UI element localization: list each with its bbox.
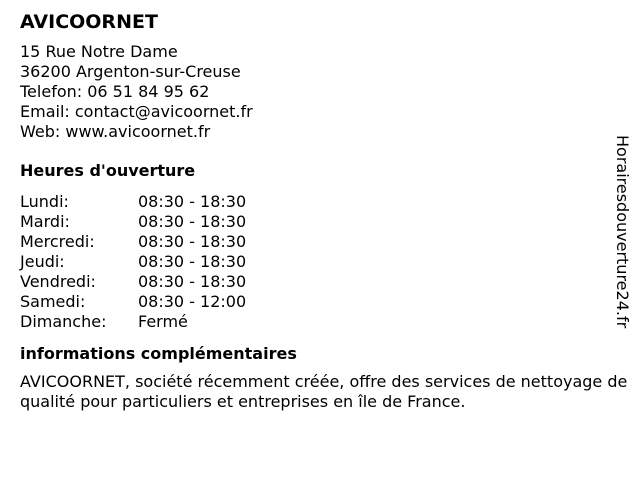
hours-day: Mercredi:	[20, 232, 95, 251]
email-line: Email: contact@avicoornet.fr	[20, 102, 253, 121]
info-description: AVICOORNET, société récemment créée, offre des services de nettoyage de qualité pour particuliers et entreprises en île de France.	[20, 372, 628, 411]
hours-day: Jeudi:	[20, 252, 65, 271]
info-heading: informations complémentaires	[20, 344, 297, 363]
hours-time: 08:30 - 18:30	[138, 232, 247, 251]
address-city: 36200 Argenton-sur-Creuse	[20, 62, 241, 81]
hours-time: 08:30 - 18:30	[138, 272, 247, 291]
hours-row-sunday	[20, 312, 610, 332]
hours-day: Dimanche:	[20, 312, 107, 331]
hours-time: 08:30 - 18:30	[138, 212, 247, 231]
web-line: Web: www.avicoornet.fr	[20, 122, 211, 141]
hours-day: Vendredi:	[20, 272, 96, 291]
hours-time: 08:30 - 18:30	[138, 252, 247, 271]
hours-row-friday	[20, 272, 610, 292]
hours-row-wednesday	[20, 232, 610, 252]
hours-time: 08:30 - 18:30	[138, 192, 247, 211]
address-street: 15 Rue Notre Dame	[20, 42, 178, 61]
hours-row-saturday	[20, 292, 610, 312]
phone-line: Telefon: 06 51 84 95 62	[20, 82, 210, 101]
hours-time: 08:30 - 12:00	[138, 292, 247, 311]
hours-time: Fermé	[138, 312, 188, 331]
hours-table	[20, 192, 610, 332]
hours-row-tuesday	[20, 212, 610, 232]
company-name: AVICOORNET	[20, 11, 158, 33]
hours-heading: Heures d'ouverture	[20, 161, 196, 180]
site-watermark: Horairesdouverture24.fr	[613, 135, 632, 329]
hours-row-monday	[20, 192, 610, 212]
hours-day: Samedi:	[20, 292, 86, 311]
hours-row-thursday	[20, 252, 610, 272]
hours-day: Lundi:	[20, 192, 69, 211]
hours-day: Mardi:	[20, 212, 70, 231]
